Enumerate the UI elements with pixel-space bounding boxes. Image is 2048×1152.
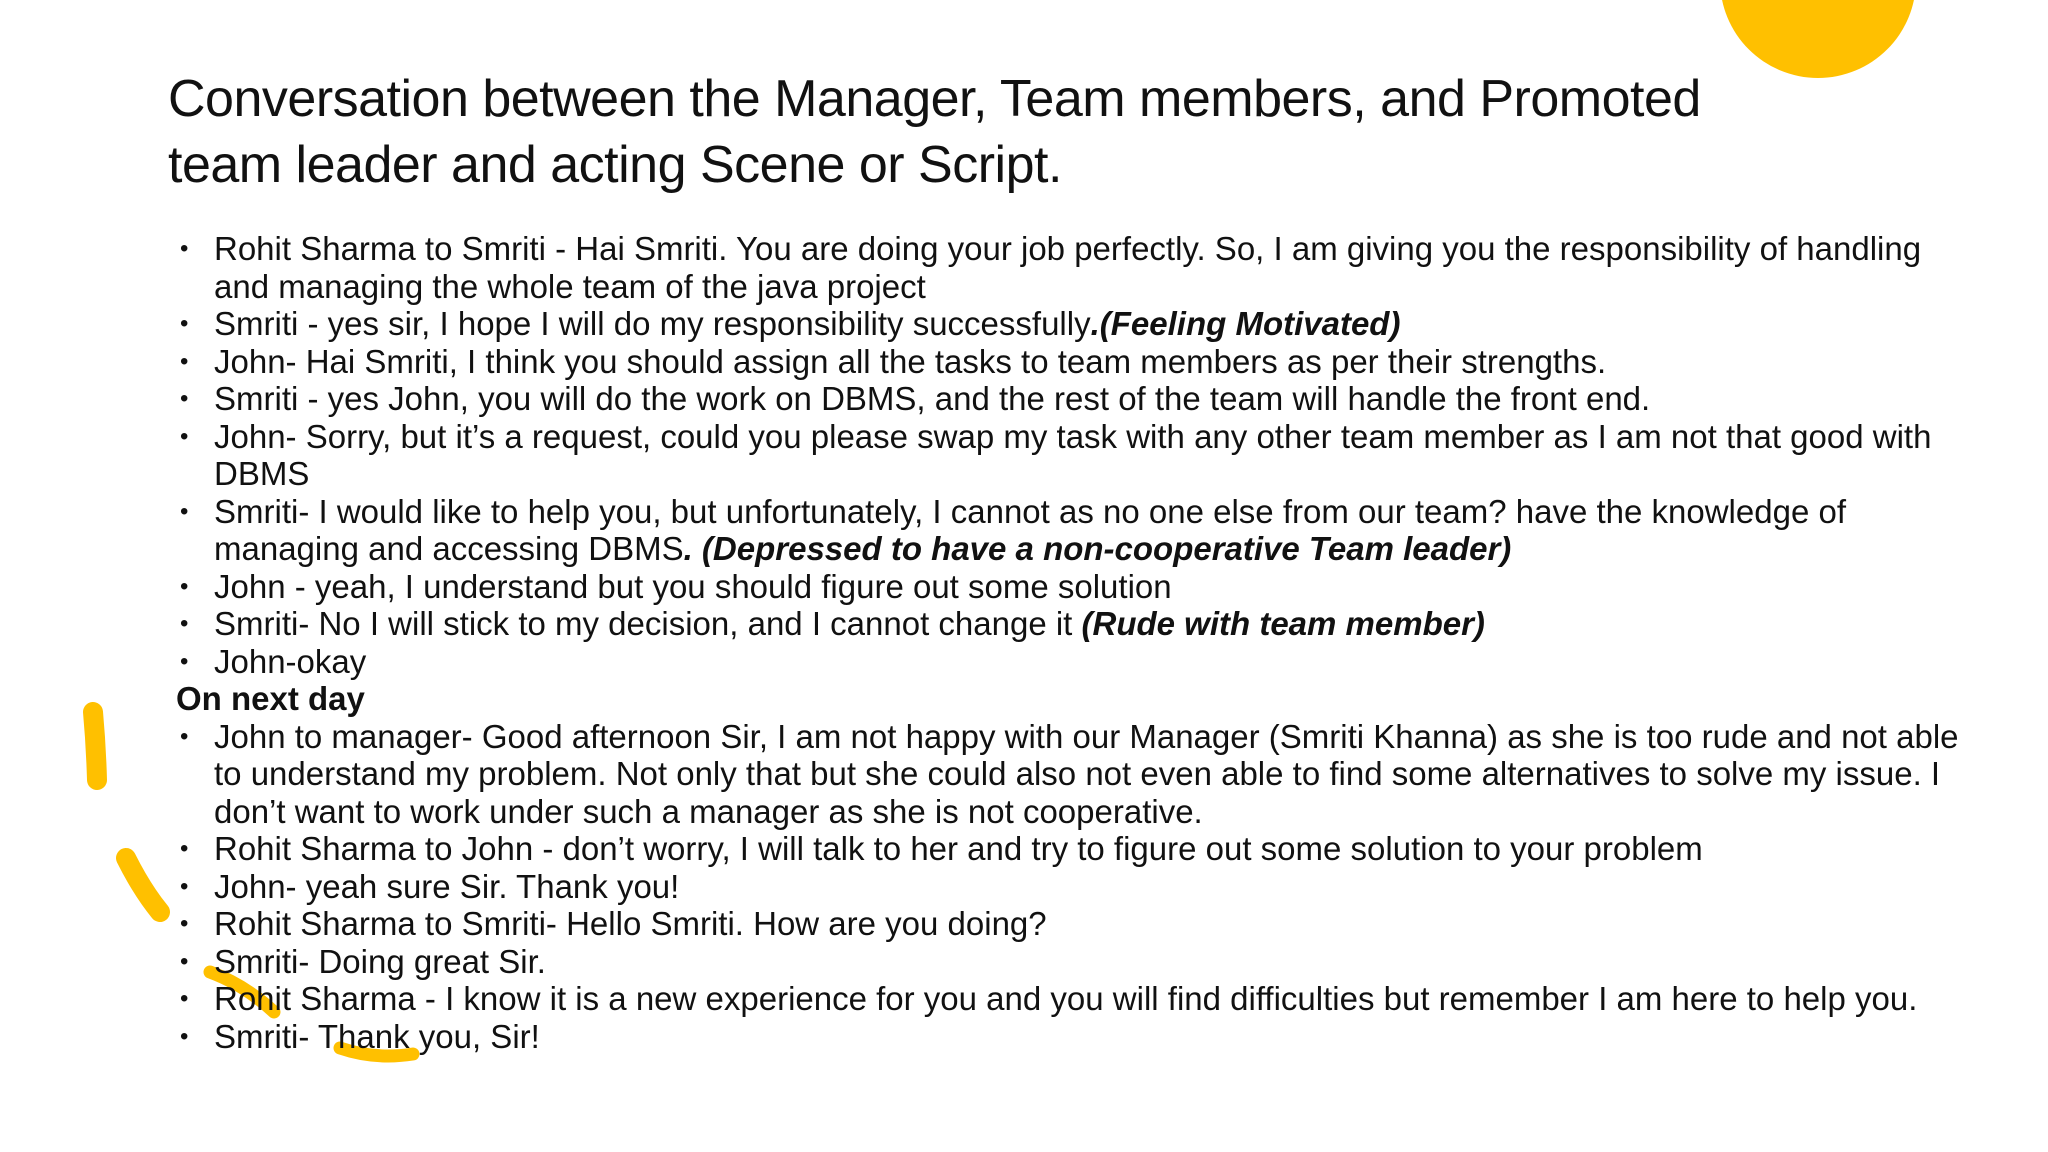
list-item: • Smriti- No I will stick to my decision, and I cannot change it (Rude with team member)	[176, 605, 1976, 643]
accent-stroke-2	[126, 858, 160, 912]
list-item: • Rohit Sharma - I know it is a new experience for you and you will find difficulties but remember I am here to help you.	[176, 980, 1976, 1018]
list-item: • Smriti- Doing great Sir.	[176, 943, 1976, 981]
list-item: • Smriti- Thank you, Sir!	[176, 1018, 1976, 1056]
dialogue-list	[176, 230, 1976, 1055]
list-item: • John- Sorry, but it’s a request, could you please swap my task with any other team member as I am not that good with DBMS	[176, 418, 1976, 493]
list-item: • Rohit Sharma to Smriti- Hello Smriti. How are you doing?	[176, 905, 1976, 943]
title-line-1: Conversation between the Manager, Team members, and Promoted	[168, 70, 1701, 128]
section-heading: On next day	[176, 680, 365, 717]
list-item: • Smriti - yes John, you will do the work on DBMS, and the rest of the team will handle the front end.	[176, 380, 1976, 418]
list-item: • John- yeah sure Sir. Thank you!	[176, 868, 1976, 906]
list-item: • Rohit Sharma to Smriti - Hai Smriti. You are doing your job perfectly. So, I am giving you the responsibility of handling and managing the whole team of the java project	[176, 230, 1976, 305]
title-line-2: team leader and acting Scene or Script.	[168, 136, 1062, 194]
list-item: • Smriti - yes sir, I hope I will do my responsibility successfully.(Feeling Motivated)	[176, 305, 1976, 343]
slide-title	[168, 66, 1868, 198]
list-item: • Rohit Sharma to John - don’t worry, I will talk to her and try to figure out some solution to your problem	[176, 830, 1976, 868]
emotion-note: (Rude with team member)	[1081, 605, 1485, 642]
list-item: • John to manager- Good afternoon Sir, I am not happy with our Manager (Smriti Khanna) as she is too rude and not able to understand my problem. Not only that but she could also not even able to find some alternatives to solve my issue. I don’t want to work under such a manager as she is not cooperative.	[176, 718, 1976, 831]
list-item: • Smriti- I would like to help you, but unfortunately, I cannot as no one else from our team? have the knowledge of managing and accessing DBMS. (Depressed to have a non-cooperative Team leader)	[176, 493, 1976, 568]
list-item: • John- Hai Smriti, I think you should assign all the tasks to team members as per their strengths.	[176, 343, 1976, 381]
list-item: • John - yeah, I understand but you should figure out some solution	[176, 568, 1976, 606]
accent-stroke-1	[93, 712, 97, 780]
emotion-note: .(Feeling Motivated)	[1090, 305, 1401, 342]
emotion-note: . (Depressed to have a non-cooperative Team leader)	[683, 530, 1512, 567]
list-item: • John-okay	[176, 643, 1976, 681]
